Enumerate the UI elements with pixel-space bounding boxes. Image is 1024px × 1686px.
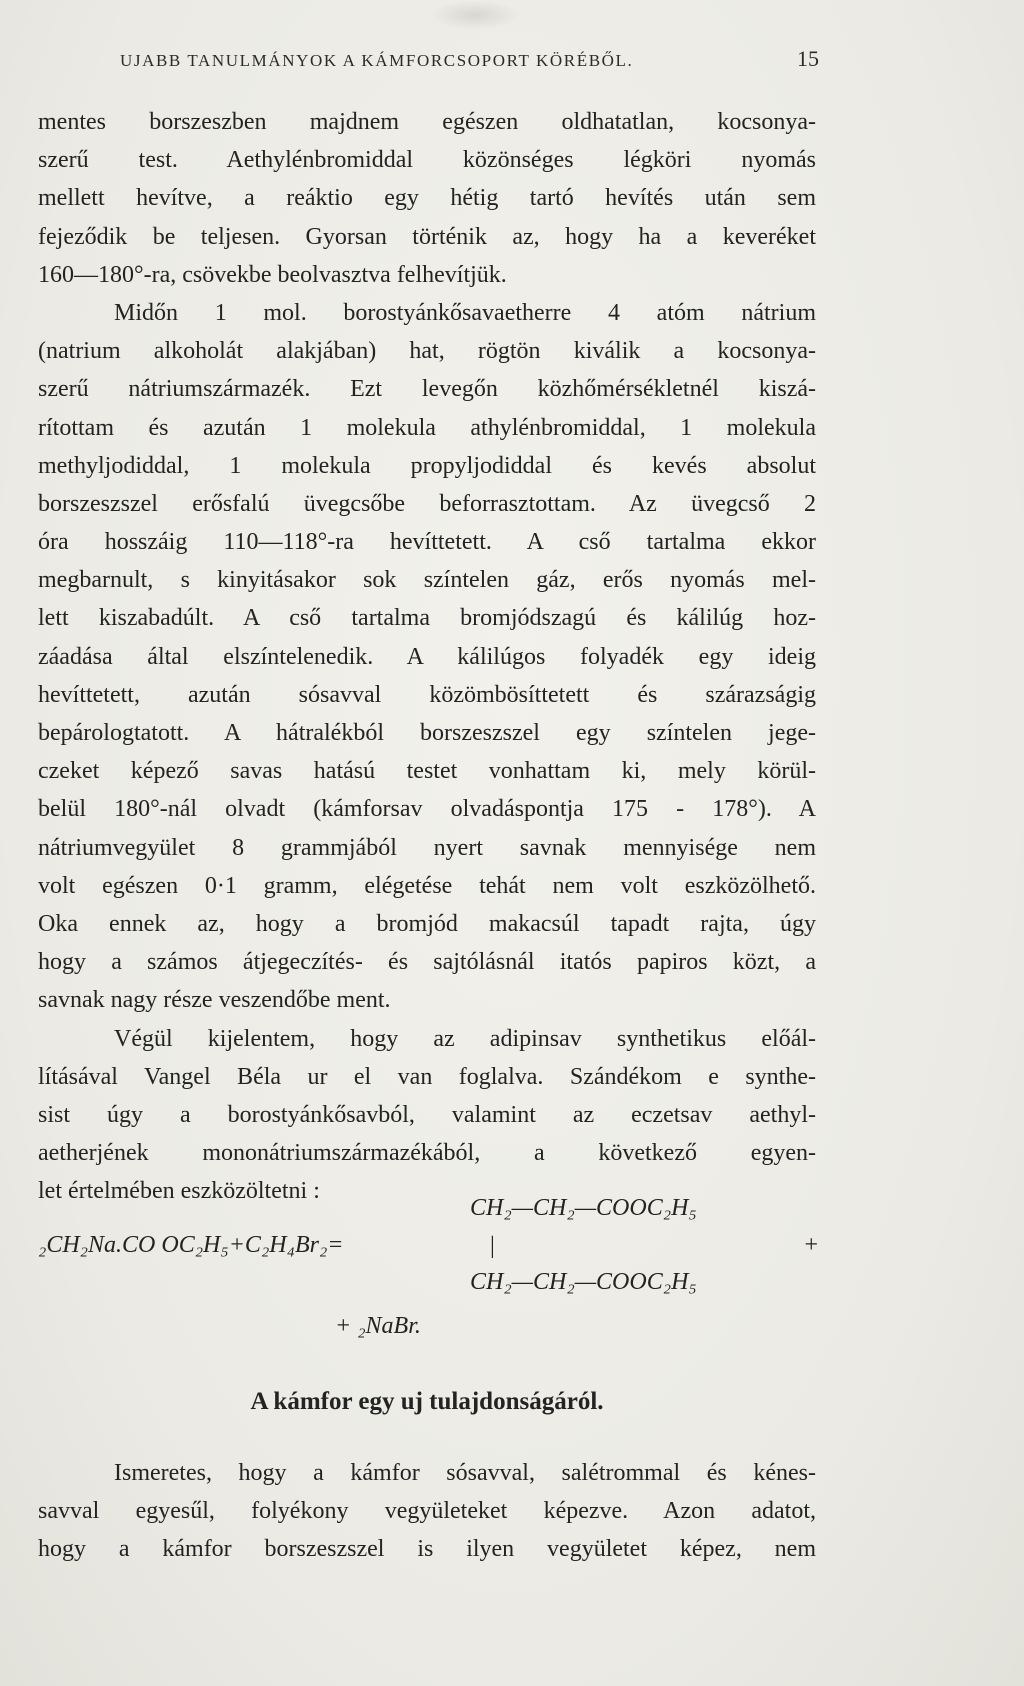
- formula-bond: |: [490, 1233, 495, 1259]
- text-line: fejeződik be teljesen. Gyorsan történik az, hogy ha a keveréket: [38, 223, 816, 250]
- formula-plus: +: [804, 1232, 818, 1258]
- text-line: volt egészen 0·1 gramm, elégetése tehát nem volt eszközölhető.: [38, 872, 816, 899]
- running-title: UJABB TANULMÁNYOK A KÁMFORCSOPORT KÖRÉBŐL.: [120, 51, 634, 70]
- text-line: savval egyesűl, folyékony vegyületeket képezve. Azon adatot,: [38, 1498, 816, 1525]
- text-line: megbarnult, s kinyitásakor sok színtelen gáz, erős nyomás mel-: [38, 567, 816, 594]
- section-heading: A kámfor egy uj tulajdonságáról.: [250, 1388, 604, 1415]
- text-line: nátriumvegyület 8 grammjából nyert savnak mennyisége nem: [38, 834, 816, 861]
- formula-byproduct: + ₂NaBr.: [335, 1313, 421, 1339]
- text-line: Midőn 1 mol. borostyánkősavaetherre 4 atóm nátrium: [114, 299, 816, 326]
- text-line: mentes borszeszben majdnem egészen oldhatatlan, kocsonya-: [38, 109, 816, 135]
- formula-lower: CH₂—CH₂—COOC₂H₅: [470, 1269, 697, 1295]
- chemical-equation: [38, 1195, 818, 1370]
- text-line: belül 180°-nál olvadt (kámforsav olvadáspontja 175 - 178°). A: [38, 796, 816, 823]
- text-line: borszeszszel erősfalú üvegcsőbe beforrasztottam. Az üvegcső 2: [38, 490, 816, 517]
- text-line: lításával Vangel Béla ur el van foglalva. Szándékom e synthe-: [38, 1063, 816, 1090]
- text-line: rítottam és azután 1 molekula athylénbromiddal, 1 molekula: [38, 414, 816, 441]
- page-number: 15: [797, 46, 819, 71]
- text-line: hogy a kámfor borszeszszel is ilyen vegyületet képez, nem: [38, 1536, 816, 1563]
- text-line: 160—180°-ra, csövekbe beolvasztva felhevítjük.: [38, 261, 507, 288]
- text-line: Ismeretes, hogy a kámfor sósavval, salétrommal és kénes-: [114, 1460, 816, 1486]
- text-line: szerű nátriumszármazék. Ezt levegőn közhőmérsékletnél kiszá-: [38, 376, 816, 403]
- text-line: Oka ennek az, hogy a bromjód makacsúl tapadt rajta, úgy: [38, 910, 816, 937]
- text-line: hogy a számos átjegeczítés- és sajtólásnál itatós papiros közt, a: [38, 949, 816, 976]
- text-line: Végül kijelentem, hogy az adipinsav synthetikus előál-: [114, 1025, 816, 1052]
- text-line: savnak nagy része veszendőbe ment.: [38, 987, 391, 1014]
- text-line: záadása által elszíntelenedik. A kálilúgos folyadék egy ideig: [38, 643, 816, 670]
- text-line: szerű test. Aethylénbromiddal közönséges légköri nyomás: [38, 147, 816, 174]
- formula-reactants: ₂CH₂Na.CO OC₂H₅+C₂H₄Br₂=: [38, 1232, 344, 1258]
- text-line: aetherjének mononátriumszármazékából, a következő egyen-: [38, 1140, 816, 1167]
- page-stain: [430, 0, 520, 30]
- text-line: czeket képező savas hatású testet vonhattam ki, mely körül-: [38, 758, 816, 785]
- text-line: óra hosszáig 110—118°-ra hevíttetett. A cső tartalma ekkor: [38, 529, 816, 556]
- body-text: [38, 103, 816, 1210]
- formula-upper: CH₂—CH₂—COOC₂H₅: [470, 1195, 697, 1221]
- text-line: hevíttetett, azután sósavval közömbösíttetett és szárazságig: [38, 681, 816, 708]
- text-line: methyljodiddal, 1 molekula propyljodiddal és kevés absolut: [38, 452, 816, 479]
- section-text: [38, 1454, 816, 1569]
- text-line: (natrium alkoholát alakjában) hat, rögtön kiválik a kocsonya-: [38, 338, 816, 365]
- text-line: sist úgy a borostyánkősavból, valamint az eczetsav aethyl-: [38, 1101, 816, 1128]
- running-header: [120, 46, 819, 78]
- text-line: mellett hevítve, a reáktio egy hétig tartó hevítés után sem: [38, 185, 816, 212]
- text-line: lett kiszabadúlt. A cső tartalma bromjódszagú és kálilúg hoz-: [38, 605, 816, 632]
- text-line: bepárologtatott. A hátralékból borszeszszel egy színtelen jege-: [38, 720, 816, 746]
- text-line: let értelmében eszközöltetni :: [38, 1178, 320, 1205]
